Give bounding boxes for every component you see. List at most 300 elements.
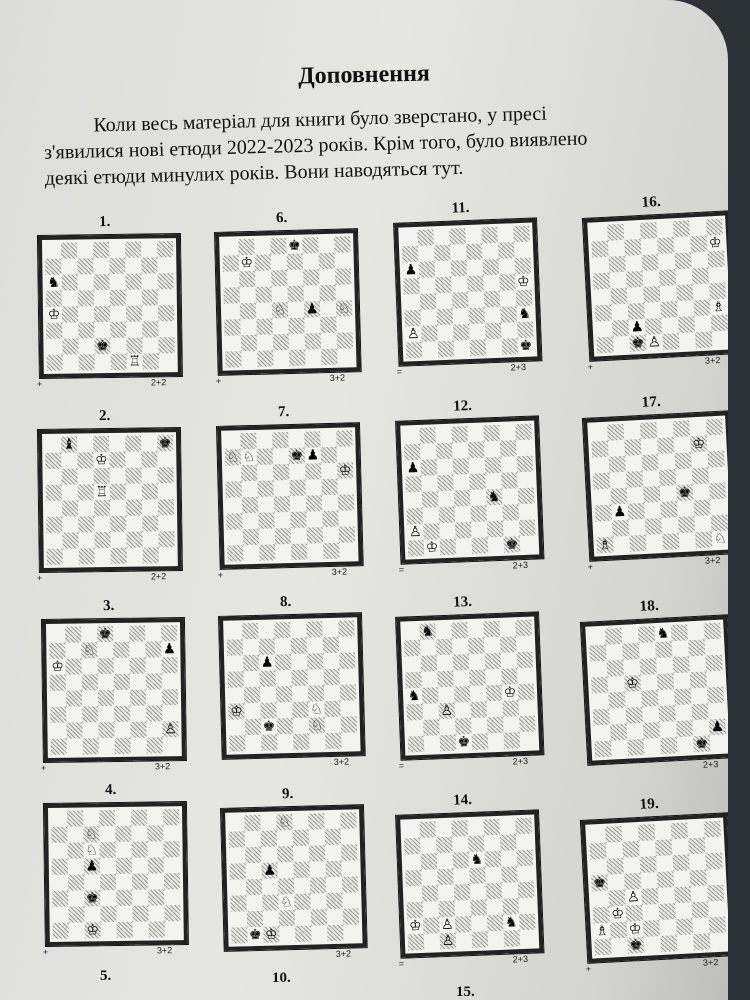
board-square	[436, 837, 453, 854]
board-square	[63, 548, 79, 564]
board-square	[497, 226, 514, 243]
board-square	[655, 641, 672, 658]
board-square	[513, 226, 530, 243]
board-square	[454, 506, 471, 523]
board-square	[245, 847, 261, 863]
board-square	[437, 853, 454, 870]
board-square	[291, 670, 307, 686]
board-square	[142, 289, 158, 305]
board-square	[484, 441, 501, 458]
board-square	[596, 521, 613, 538]
board-square	[309, 861, 325, 877]
study-number-10: 10.	[272, 970, 291, 986]
board-square	[435, 261, 452, 278]
board-square	[305, 463, 321, 479]
board-square	[422, 901, 439, 918]
board-square	[65, 658, 81, 674]
board-square	[707, 435, 724, 452]
board-square	[674, 436, 691, 453]
board-square	[67, 842, 83, 858]
board-square	[245, 863, 261, 879]
board-square	[94, 290, 110, 306]
board-square	[126, 306, 142, 322]
board-square	[645, 518, 662, 535]
board-square	[403, 278, 420, 295]
board-square	[640, 872, 657, 889]
board-square	[304, 317, 320, 333]
board-square	[129, 642, 145, 658]
board-square	[606, 644, 623, 661]
board-square	[690, 671, 707, 688]
board-square	[675, 902, 692, 919]
board-square	[645, 318, 662, 335]
board-square	[100, 858, 116, 874]
chess-piece-icon: ♟	[406, 459, 420, 477]
board-square	[622, 841, 639, 858]
board-square	[343, 908, 359, 924]
board-square	[241, 481, 257, 497]
board-square	[46, 501, 62, 517]
board-square	[420, 309, 437, 326]
board-square	[275, 670, 291, 686]
board-square	[517, 322, 534, 339]
board-square	[246, 895, 262, 911]
board-square	[165, 921, 181, 937]
board-square	[66, 690, 82, 706]
board-square	[46, 339, 62, 355]
board-square	[693, 933, 710, 950]
board-square	[707, 885, 724, 902]
board-square	[109, 274, 125, 290]
piece-count: 2+3	[512, 755, 529, 767]
board-square	[440, 735, 457, 752]
board-square	[627, 287, 644, 304]
board-square	[504, 930, 521, 947]
board-square	[588, 629, 605, 646]
board-square	[110, 516, 126, 532]
board-square	[405, 870, 422, 887]
board-square	[141, 435, 157, 451]
board-square	[78, 532, 94, 548]
board-square	[406, 508, 423, 525]
board-square	[337, 446, 353, 462]
board-grid	[226, 620, 357, 751]
board-square	[642, 270, 659, 287]
board-square	[255, 286, 271, 302]
board-square	[293, 846, 309, 862]
board-square	[115, 826, 131, 842]
board-square	[439, 523, 456, 540]
board-square	[141, 451, 157, 467]
board-square	[302, 237, 318, 253]
board-square	[403, 822, 420, 839]
page-title: Доповнення	[297, 60, 431, 90]
chess-piece-icon: ♘	[85, 842, 98, 859]
board-square	[131, 842, 147, 858]
board-square	[689, 220, 706, 237]
board-square	[241, 465, 257, 481]
intro-line-2: з'явилися нові етюди 2022-2023 років. Крім того, було виявлено	[43, 127, 588, 164]
board-square	[68, 906, 84, 922]
board-square	[661, 317, 678, 334]
board-square	[228, 815, 244, 831]
board-square	[338, 620, 354, 636]
board-square	[224, 433, 240, 449]
board-square	[321, 349, 337, 365]
board-square	[110, 290, 126, 306]
board-square	[469, 457, 486, 474]
board-square	[626, 723, 643, 740]
board-square	[162, 705, 178, 721]
board-square	[502, 882, 519, 899]
board-square	[629, 535, 646, 552]
board-square	[257, 480, 273, 496]
board-square	[451, 426, 468, 443]
board-square	[644, 738, 661, 755]
board-square	[469, 473, 486, 490]
board-square	[516, 440, 533, 457]
board-square	[62, 532, 78, 548]
chess-piece-icon: ♟	[305, 301, 319, 318]
chess-piece-icon: ♔	[338, 462, 352, 479]
board-square	[611, 740, 628, 757]
board-square	[451, 820, 468, 837]
board-square	[589, 843, 606, 860]
board-square	[164, 857, 180, 873]
board-square	[227, 529, 243, 545]
board-square	[52, 891, 68, 907]
chess-piece-icon: ♔	[425, 539, 439, 556]
board-square	[658, 903, 675, 920]
board-square	[673, 870, 690, 887]
board-square	[164, 873, 180, 889]
board-square	[47, 549, 63, 565]
board-square	[78, 290, 94, 306]
board-square	[141, 273, 157, 289]
board-square	[690, 869, 707, 886]
study-result: +	[585, 963, 592, 974]
board-square	[50, 691, 66, 707]
chess-piece-icon: ♞	[656, 625, 670, 643]
board-square	[605, 826, 622, 843]
board-square	[484, 291, 501, 308]
board-square	[84, 906, 100, 922]
chess-piece-icon: ♔	[240, 254, 254, 272]
chess-board	[43, 801, 189, 947]
board-square	[61, 242, 77, 258]
board-square	[325, 861, 341, 877]
board-square	[500, 290, 517, 307]
board-square	[437, 869, 454, 886]
board-square	[305, 333, 321, 349]
board-square	[279, 910, 295, 926]
board-square	[501, 866, 518, 883]
board-square	[590, 661, 607, 678]
board-square	[240, 319, 256, 335]
board-square	[487, 717, 504, 734]
board-square	[658, 705, 675, 722]
board-square	[408, 540, 425, 557]
chess-board	[582, 410, 728, 562]
board-square	[148, 905, 164, 921]
board-square	[671, 624, 688, 641]
board-square	[518, 898, 535, 915]
board-square	[595, 505, 612, 522]
board-square	[49, 627, 65, 643]
chess-board	[395, 809, 544, 958]
board-square	[142, 499, 158, 515]
study-number: 2.	[99, 408, 111, 425]
board-square	[606, 842, 623, 859]
board-square	[501, 652, 518, 669]
board-square	[470, 505, 487, 522]
board-square	[228, 687, 244, 703]
board-square	[279, 926, 295, 942]
board-square	[607, 424, 624, 441]
board-square	[311, 925, 327, 941]
board-square	[708, 467, 725, 484]
board-square	[423, 523, 440, 540]
board-square	[141, 241, 157, 257]
board-square	[223, 255, 239, 271]
study-number: 8.	[279, 594, 292, 611]
piece-count: 3+2	[704, 354, 721, 366]
board-grid	[228, 812, 359, 943]
board-square	[592, 257, 609, 274]
board-square	[62, 516, 78, 532]
board-square	[65, 626, 81, 642]
study-result: +	[215, 375, 222, 386]
board-square	[621, 825, 638, 842]
piece-count: 3+2	[329, 372, 346, 383]
board-square	[339, 542, 355, 558]
chess-board	[37, 233, 183, 379]
board-square	[158, 289, 174, 305]
board-square	[226, 513, 242, 529]
board-square	[691, 687, 708, 704]
board-square	[52, 859, 68, 875]
piece-count: 3+2	[156, 945, 173, 956]
board-square	[127, 548, 143, 564]
board-square	[259, 638, 275, 654]
board-square	[77, 468, 93, 484]
board-square	[261, 846, 277, 862]
board-square	[421, 655, 438, 672]
board-square	[339, 636, 355, 652]
board-square	[626, 471, 643, 488]
board-square	[110, 500, 126, 516]
study-2	[35, 407, 188, 605]
chess-piece-icon: ♘	[279, 894, 293, 911]
board-grid	[588, 821, 726, 956]
piece-count: 2+3	[702, 758, 719, 770]
chess-piece-icon: ♞	[487, 488, 501, 506]
board-square	[486, 701, 503, 718]
board-square	[113, 658, 129, 674]
board-square	[406, 902, 423, 919]
chess-piece-icon: ♟	[630, 318, 644, 336]
board-square	[707, 451, 724, 468]
board-square	[225, 351, 241, 367]
board-square	[230, 879, 246, 895]
chess-board	[395, 415, 544, 564]
board-square	[482, 243, 499, 260]
board-square	[291, 638, 307, 654]
board-square	[242, 497, 258, 513]
board-square	[326, 893, 342, 909]
board-square	[143, 353, 159, 369]
board-square	[231, 911, 247, 927]
board-square	[125, 468, 141, 484]
board-square	[678, 316, 695, 333]
board-square	[439, 719, 456, 736]
board-square	[594, 939, 611, 956]
board-square	[643, 286, 660, 303]
board-square	[341, 860, 357, 876]
board-square	[257, 464, 273, 480]
board-square	[305, 349, 321, 365]
board-square	[675, 268, 692, 285]
chess-piece-icon: ♔	[610, 905, 625, 923]
board-square	[593, 273, 610, 290]
board-square	[455, 916, 472, 933]
board-square	[287, 286, 303, 302]
board-square	[291, 528, 307, 544]
board-square	[613, 536, 630, 553]
board-square	[99, 826, 115, 842]
board-square	[656, 657, 673, 674]
board-square	[710, 933, 727, 950]
board-square	[592, 693, 609, 710]
board-square	[674, 452, 691, 469]
chess-piece-icon: ♟	[404, 261, 418, 279]
board-square	[646, 534, 663, 551]
board-square	[642, 706, 659, 723]
board-square	[690, 236, 707, 253]
intro-paragraph	[43, 96, 713, 191]
board-square	[676, 284, 693, 301]
board-square	[53, 923, 69, 939]
board-square	[625, 691, 642, 708]
study-number: 4.	[105, 782, 117, 799]
board-square	[288, 318, 304, 334]
board-square	[293, 862, 309, 878]
board-grid	[224, 430, 355, 561]
board-square	[640, 222, 657, 239]
board-square	[454, 884, 471, 901]
board-square	[157, 241, 173, 257]
chess-piece-icon: ♖	[128, 353, 142, 370]
board-square	[126, 484, 142, 500]
board-square	[77, 242, 93, 258]
board-square	[61, 274, 77, 290]
board-square	[274, 512, 290, 528]
board-square	[611, 938, 628, 955]
board-square	[470, 489, 487, 506]
board-square	[469, 653, 486, 670]
board-square	[289, 480, 305, 496]
board-square	[240, 433, 256, 449]
board-square	[276, 702, 292, 718]
board-square	[408, 736, 425, 753]
board-square	[627, 487, 644, 504]
board-square	[114, 706, 130, 722]
board-square	[110, 338, 126, 354]
board-square	[321, 479, 337, 495]
chess-board	[580, 812, 728, 964]
board-square	[147, 809, 163, 825]
board-square	[46, 291, 62, 307]
board-square	[436, 639, 453, 656]
board-square	[454, 900, 471, 917]
board-square	[517, 472, 534, 489]
board-square	[515, 424, 532, 441]
board-square	[677, 500, 694, 517]
board-square	[146, 721, 162, 737]
board-square	[132, 890, 148, 906]
board-square	[98, 722, 114, 738]
board-square	[693, 283, 710, 300]
board-square	[468, 441, 485, 458]
board-square	[292, 686, 308, 702]
board-square	[115, 810, 131, 826]
piece-count: 2+3	[510, 361, 527, 373]
study-11	[390, 197, 547, 399]
board-square	[125, 258, 141, 274]
board-square	[591, 677, 608, 694]
board-square	[607, 858, 624, 875]
board-square	[116, 906, 132, 922]
board-square	[677, 934, 694, 951]
chess-piece-icon: ♘	[309, 701, 323, 718]
board-square	[49, 643, 65, 659]
board-square	[453, 324, 470, 341]
board-square	[343, 924, 359, 940]
board-square	[95, 548, 111, 564]
board-square	[335, 268, 351, 284]
board-square	[310, 893, 326, 909]
study-number: 12.	[452, 397, 473, 415]
board-square	[247, 911, 263, 927]
board-square	[229, 719, 245, 735]
board-square	[227, 545, 243, 561]
study-18	[577, 594, 728, 798]
board-square	[610, 288, 627, 305]
board-square	[692, 917, 709, 934]
board-square	[520, 732, 537, 749]
board-square	[643, 920, 660, 937]
study-9	[217, 784, 372, 984]
board-square	[322, 511, 338, 527]
board-square	[159, 547, 175, 563]
board-square	[294, 894, 310, 910]
board-square	[68, 858, 84, 874]
board-square	[421, 475, 438, 492]
board-square	[404, 444, 421, 461]
board-square	[51, 827, 67, 843]
board-square	[109, 452, 125, 468]
board-square	[292, 702, 308, 718]
board-square	[607, 874, 624, 891]
board-square	[504, 732, 521, 749]
board-square	[610, 724, 627, 741]
board-square	[337, 332, 353, 348]
board-square	[454, 702, 471, 719]
board-square	[66, 674, 82, 690]
board-square	[340, 812, 356, 828]
board-square	[307, 637, 323, 653]
board-square	[623, 857, 640, 874]
